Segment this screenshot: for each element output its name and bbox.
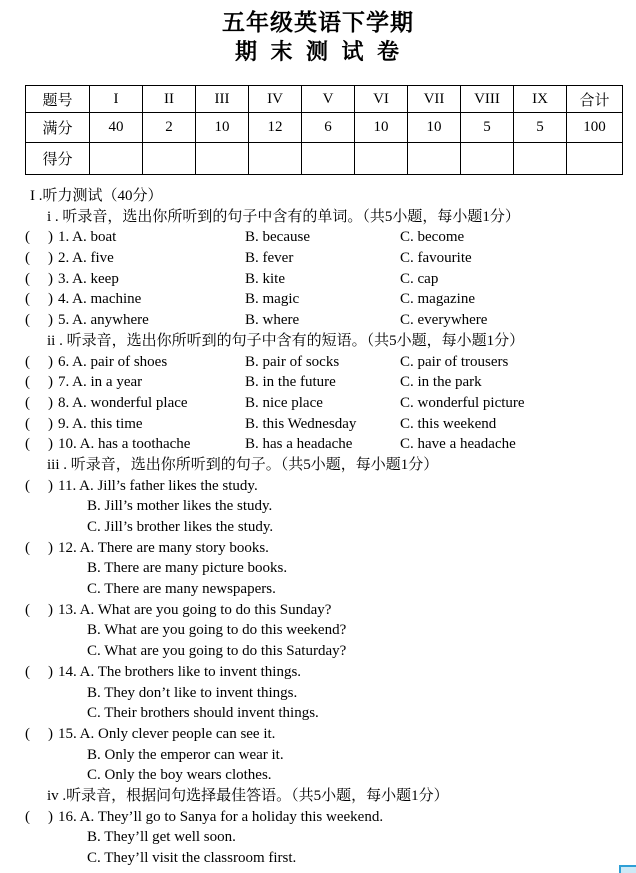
answer-blank bbox=[25, 724, 53, 745]
column-header: VI bbox=[355, 86, 408, 113]
answer-blank bbox=[25, 289, 53, 310]
column-header: III bbox=[196, 86, 249, 113]
section-heading-listening: I .听力测试（40分） bbox=[30, 188, 163, 204]
answer-blank bbox=[25, 310, 53, 331]
option-a: 11. A. Jill’s father likes the study. bbox=[58, 477, 258, 494]
question-row-14 bbox=[0, 662, 636, 683]
option-b: B. pair of socks bbox=[245, 353, 340, 370]
column-header: 合计 bbox=[567, 86, 623, 113]
option-b: B. There are many picture books. bbox=[87, 560, 288, 577]
paren-close: ) bbox=[48, 539, 53, 556]
full-marks-cell: 5 bbox=[461, 113, 514, 143]
paren-close: ) bbox=[48, 663, 53, 680]
answer-blank bbox=[25, 269, 53, 290]
question-row-8 bbox=[0, 393, 636, 414]
option-a: 13. A. What are you going to do this Sunday? bbox=[58, 601, 332, 618]
page-title: 五年级英语下学期 bbox=[222, 10, 414, 35]
paren-open: ( bbox=[25, 808, 30, 825]
answer-blank bbox=[25, 372, 53, 393]
paren-close: ) bbox=[48, 250, 53, 267]
score-cell bbox=[302, 143, 355, 175]
option-a: 16. A. They’ll go to Sanya for a holiday this weekend. bbox=[58, 808, 384, 825]
answer-blank bbox=[25, 662, 53, 683]
option-c: C. in the park bbox=[400, 374, 482, 391]
paren-close: ) bbox=[48, 353, 53, 370]
paren-open: ( bbox=[25, 415, 30, 432]
column-header: VII bbox=[408, 86, 461, 113]
column-header: IX bbox=[514, 86, 567, 113]
question-row-7 bbox=[0, 372, 636, 393]
option-a: 12. A. There are many story books. bbox=[58, 539, 269, 556]
paren-open: ( bbox=[25, 477, 30, 494]
full-marks-cell: 2 bbox=[143, 113, 196, 143]
column-header: VIII bbox=[461, 86, 514, 113]
option-b: B. Jill’s mother likes the study. bbox=[87, 498, 273, 515]
answer-blank bbox=[25, 393, 53, 414]
question-row-2 bbox=[0, 248, 636, 269]
paren-close: ) bbox=[48, 374, 53, 391]
option-b: B. because bbox=[245, 229, 310, 246]
score-cell bbox=[355, 143, 408, 175]
page-subtitle: 期 末 测 试 卷 bbox=[234, 39, 401, 64]
paren-open: ( bbox=[25, 725, 30, 742]
option-b: B. nice place bbox=[245, 394, 323, 411]
full-marks-cell: 6 bbox=[302, 113, 355, 143]
paren-close: ) bbox=[48, 808, 53, 825]
paren-close: ) bbox=[48, 415, 53, 432]
answer-blank bbox=[25, 414, 53, 435]
subsection-heading-iii: iii . 听录音，选出你所听到的句子。（共5小题，每小题1分） bbox=[47, 456, 439, 473]
option-a: 15. A. Only clever people can see it. bbox=[58, 725, 276, 742]
option-b: B. has a headache bbox=[245, 436, 353, 453]
full-marks-cell: 5 bbox=[514, 113, 567, 143]
score-row bbox=[26, 143, 623, 175]
option-c: C. pair of trousers bbox=[400, 353, 509, 370]
paren-open: ( bbox=[25, 374, 30, 391]
paren-open: ( bbox=[25, 291, 30, 308]
option-c: C. Only the boy wears clothes. bbox=[87, 767, 272, 784]
corner-artifact bbox=[619, 865, 636, 873]
option-c: C. magazine bbox=[400, 291, 475, 308]
option-c: C. There are many newspapers. bbox=[87, 581, 276, 598]
question-row-11 bbox=[0, 476, 636, 497]
option-b: B. Only the emperor can wear it. bbox=[87, 746, 284, 763]
option-c: C. cap bbox=[400, 270, 439, 287]
question-row-10 bbox=[0, 434, 636, 455]
paren-close: ) bbox=[48, 601, 53, 618]
full-marks-cell: 10 bbox=[408, 113, 461, 143]
score-cell bbox=[249, 143, 302, 175]
option-b: B. fever bbox=[245, 250, 294, 267]
answer-blank bbox=[25, 538, 53, 559]
subsection-heading-i: i . 听录音，选出你所听到的句子中含有的单词。（共5小题，每小题1分） bbox=[47, 208, 520, 225]
paren-open: ( bbox=[25, 539, 30, 556]
subsection-heading-iv: iv .听录音，根据问句选择最佳答语。（共5小题，每小题1分） bbox=[47, 787, 449, 804]
option-a: 10. A. has a toothache bbox=[58, 436, 191, 453]
full-marks-row bbox=[26, 113, 623, 143]
option-a: 9. A. this time bbox=[58, 415, 143, 432]
option-c: C. They’ll visit the classroom first. bbox=[87, 850, 297, 866]
paren-close: ) bbox=[48, 291, 53, 308]
option-b: B. kite bbox=[245, 270, 285, 287]
option-b: B. in the future bbox=[245, 374, 336, 391]
question-row-12 bbox=[0, 538, 636, 559]
paren-open: ( bbox=[25, 312, 30, 329]
option-b: B. where bbox=[245, 312, 300, 329]
option-b: B. magic bbox=[245, 291, 300, 308]
option-a: 2. A. five bbox=[58, 250, 114, 267]
option-c: C. What are you going to do this Saturday? bbox=[87, 643, 347, 660]
column-header: I bbox=[90, 86, 143, 113]
title-block bbox=[0, 0, 636, 66]
question-row-13 bbox=[0, 600, 636, 621]
option-c: C. become bbox=[400, 229, 465, 246]
question-row-1 bbox=[0, 227, 636, 248]
option-a: 5. A. anywhere bbox=[58, 312, 149, 329]
option-c: C. favourite bbox=[400, 250, 472, 267]
option-b: B. They’ll get well soon. bbox=[87, 829, 236, 846]
score-cell bbox=[514, 143, 567, 175]
paren-open: ( bbox=[25, 270, 30, 287]
question-row-4 bbox=[0, 289, 636, 310]
answer-blank bbox=[25, 352, 53, 373]
paren-open: ( bbox=[25, 250, 30, 267]
paren-open: ( bbox=[25, 436, 30, 453]
score-label: 得分 bbox=[26, 143, 90, 175]
paren-close: ) bbox=[48, 394, 53, 411]
answer-blank bbox=[25, 807, 53, 828]
option-a: 6. A. pair of shoes bbox=[58, 353, 168, 370]
answer-blank bbox=[25, 248, 53, 269]
paren-close: ) bbox=[48, 725, 53, 742]
option-c: C. have a headache bbox=[400, 436, 516, 453]
score-cell bbox=[461, 143, 514, 175]
full-marks-label: 满分 bbox=[26, 113, 90, 143]
question-row-15 bbox=[0, 724, 636, 745]
score-cell bbox=[567, 143, 623, 175]
score-cell bbox=[90, 143, 143, 175]
option-a: 8. A. wonderful place bbox=[58, 394, 188, 411]
option-a: 1. A. boat bbox=[58, 229, 117, 246]
paren-close: ) bbox=[48, 229, 53, 246]
paren-open: ( bbox=[25, 394, 30, 411]
option-a: 3. A. keep bbox=[58, 270, 119, 287]
paren-close: ) bbox=[48, 312, 53, 329]
question-row-16 bbox=[0, 807, 636, 828]
score-cell bbox=[196, 143, 249, 175]
option-c: C. wonderful picture bbox=[400, 394, 525, 411]
subsection-heading-ii: ii . 听录音，选出你所听到的句子中含有的短语。（共5小题，每小题1分） bbox=[47, 332, 525, 349]
option-a: 4. A. machine bbox=[58, 291, 142, 308]
exam-body bbox=[0, 186, 636, 869]
answer-blank bbox=[25, 434, 53, 455]
score-table-corner: 题号 bbox=[26, 86, 90, 113]
full-marks-cell: 12 bbox=[249, 113, 302, 143]
question-row-3 bbox=[0, 269, 636, 290]
paren-open: ( bbox=[25, 663, 30, 680]
score-cell bbox=[408, 143, 461, 175]
option-a: 14. A. The brothers like to invent things. bbox=[58, 663, 302, 680]
full-marks-cell: 10 bbox=[355, 113, 408, 143]
paren-open: ( bbox=[25, 229, 30, 246]
option-c: C. everywhere bbox=[400, 312, 488, 329]
paren-close: ) bbox=[48, 477, 53, 494]
score-table bbox=[25, 85, 623, 175]
option-b: B. What are you going to do this weekend? bbox=[87, 622, 347, 639]
column-header: V bbox=[302, 86, 355, 113]
option-b: B. They don’t like to invent things. bbox=[87, 684, 298, 701]
question-row-6 bbox=[0, 352, 636, 373]
score-cell bbox=[143, 143, 196, 175]
option-c: C. this weekend bbox=[400, 415, 497, 432]
answer-blank bbox=[25, 227, 53, 248]
paren-open: ( bbox=[25, 601, 30, 618]
column-header: IV bbox=[249, 86, 302, 113]
paren-close: ) bbox=[48, 436, 53, 453]
answer-blank bbox=[25, 600, 53, 621]
question-row-5 bbox=[0, 310, 636, 331]
option-b: B. this Wednesday bbox=[245, 415, 357, 432]
score-table-header-row bbox=[26, 86, 623, 113]
paren-open: ( bbox=[25, 353, 30, 370]
column-header: II bbox=[143, 86, 196, 113]
option-c: C. Jill’s brother likes the study. bbox=[87, 519, 274, 535]
option-c: C. Their brothers should invent things. bbox=[87, 705, 319, 722]
full-marks-cell: 10 bbox=[196, 113, 249, 143]
paren-close: ) bbox=[48, 270, 53, 287]
question-row-9 bbox=[0, 414, 636, 435]
full-marks-cell: 40 bbox=[90, 113, 143, 143]
answer-blank bbox=[25, 476, 53, 497]
option-a: 7. A. in a year bbox=[58, 374, 143, 391]
full-marks-cell: 100 bbox=[567, 113, 623, 143]
